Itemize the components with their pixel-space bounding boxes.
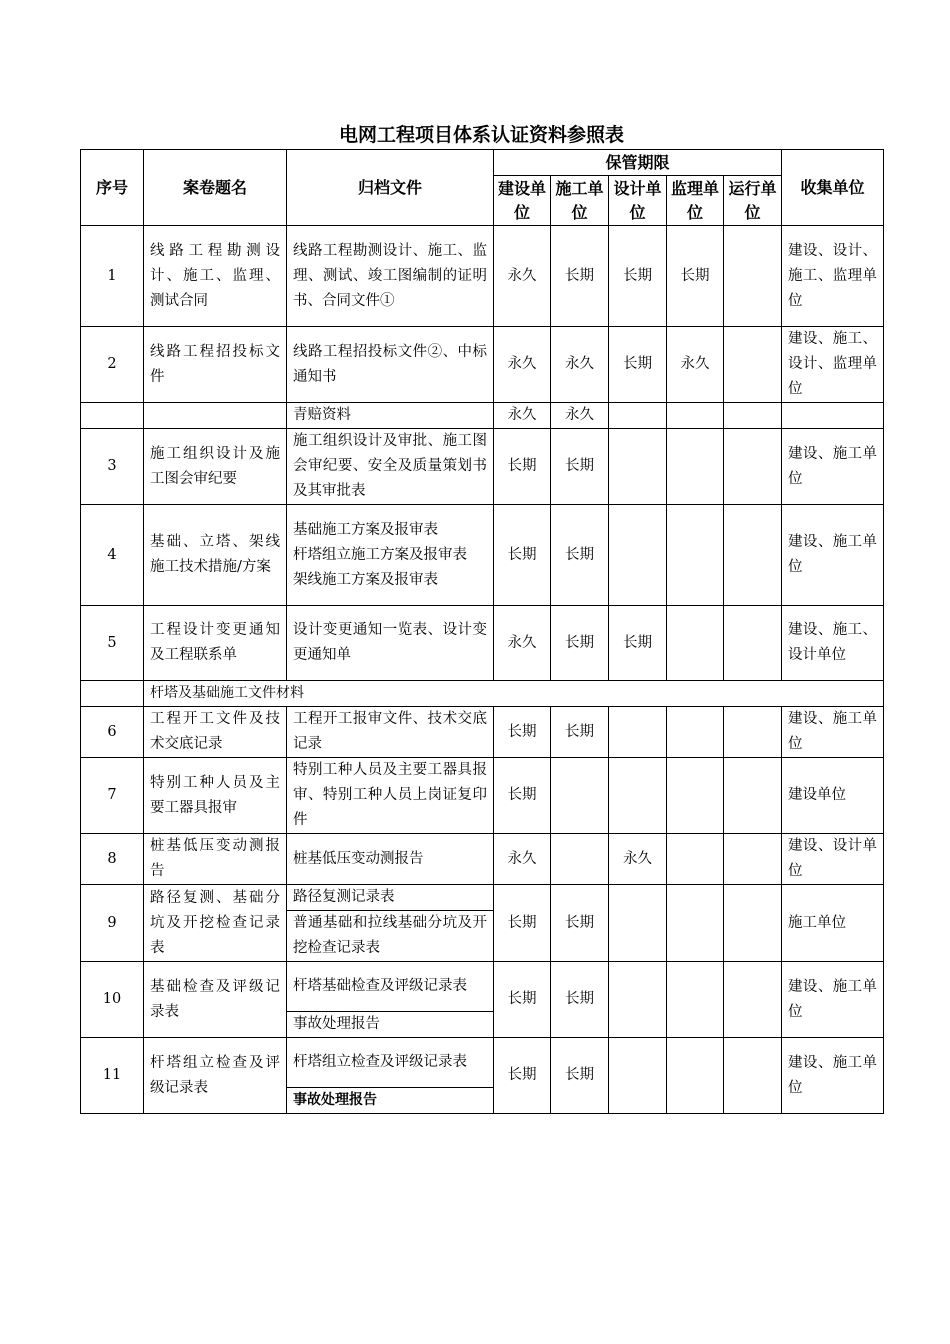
header-archive-file: 归档文件 (287, 150, 494, 226)
row-collect: 建设、施工单位 (782, 962, 884, 1038)
table-row (81, 1038, 884, 1088)
row-seq: 4 (81, 505, 144, 606)
section-spacer (81, 681, 144, 707)
row-title: 桩基低压变动测报告 (144, 834, 287, 885)
page-title: 电网工程项目体系认证资料参照表 (338, 124, 624, 146)
ret-construction: 长期 (494, 962, 551, 1038)
row-title: 线路工程招投标文件 (144, 327, 287, 403)
table-row (81, 327, 884, 403)
ret-construction: 长期 (494, 429, 551, 505)
row-title: 施工组织设计及施工图会审纪要 (144, 429, 287, 505)
ret-design: 长期 (609, 327, 667, 403)
ret-construction: 永久 (494, 606, 551, 681)
row-title (144, 403, 287, 429)
row-file: 线路工程招投标文件②、中标通知书 (287, 327, 494, 403)
ret-operation (724, 505, 782, 606)
ret-design (609, 1038, 667, 1114)
ret-builder: 长期 (551, 606, 609, 681)
ret-supervision (667, 758, 724, 834)
ret-supervision (667, 429, 724, 505)
ret-builder: 长期 (551, 226, 609, 327)
row-collect: 建设、施工单位 (782, 505, 884, 606)
ret-supervision (667, 962, 724, 1038)
ret-construction: 长期 (494, 885, 551, 962)
ret-design (609, 505, 667, 606)
row-file: 施工组织设计及审批、施工图会审纪要、安全及质量策划书及其审批表 (287, 429, 494, 505)
ret-operation (724, 707, 782, 758)
table-row (81, 226, 884, 327)
ret-construction: 长期 (494, 758, 551, 834)
ret-supervision (667, 834, 724, 885)
section-title: 杆塔及基础施工文件材料 (144, 681, 884, 707)
table-row (81, 758, 884, 834)
header-unit-design: 设计单位 (609, 176, 667, 226)
section-row (81, 681, 884, 707)
header-unit-builder: 施工单位 (551, 176, 609, 226)
header-collect: 收集单位 (782, 150, 884, 226)
row-collect: 建设、设计单位 (782, 834, 884, 885)
ret-operation (724, 403, 782, 429)
ret-operation (724, 962, 782, 1038)
row-seq: 7 (81, 758, 144, 834)
row-title: 杆塔组立检查及评级记录表 (144, 1038, 287, 1114)
file-line: 基础施工方案及报审表 (293, 521, 438, 538)
row-file: 线路工程勘测设计、施工、监理、测试、竣工图编制的证明书、合同文件① (287, 226, 494, 327)
ret-supervision: 永久 (667, 327, 724, 403)
row-seq: 9 (81, 885, 144, 962)
row-seq: 6 (81, 707, 144, 758)
ret-operation (724, 834, 782, 885)
ret-construction: 永久 (494, 834, 551, 885)
reference-table (80, 149, 884, 1114)
row-seq: 11 (81, 1038, 144, 1114)
ret-construction: 长期 (494, 707, 551, 758)
row-collect (782, 403, 884, 429)
ret-supervision (667, 885, 724, 962)
header-unit-supervision: 监理单位 (667, 176, 724, 226)
ret-operation (724, 327, 782, 403)
ret-operation (724, 758, 782, 834)
ret-builder: 永久 (551, 327, 609, 403)
row-file: 路径复测记录表 (287, 885, 494, 911)
ret-design (609, 429, 667, 505)
ret-builder: 长期 (551, 707, 609, 758)
ret-design (609, 403, 667, 429)
row-file: 事故处理报告 (287, 1088, 494, 1114)
ret-builder (551, 758, 609, 834)
row-title: 工程设计变更通知及工程联系单 (144, 606, 287, 681)
row-title: 路径复测、基础分坑及开挖检查记录表 (144, 885, 287, 962)
table-row (81, 606, 884, 681)
row-file (287, 505, 494, 606)
ret-operation (724, 226, 782, 327)
table-row (81, 429, 884, 505)
ret-builder: 长期 (551, 885, 609, 962)
row-title: 基础检查及评级记录表 (144, 962, 287, 1038)
ret-design (609, 962, 667, 1038)
ret-builder: 长期 (551, 1038, 609, 1114)
ret-supervision: 长期 (667, 226, 724, 327)
ret-design: 长期 (609, 226, 667, 327)
ret-supervision (667, 505, 724, 606)
row-file: 杆塔组立检查及评级记录表 (287, 1038, 494, 1088)
ret-construction: 永久 (494, 226, 551, 327)
ret-operation (724, 606, 782, 681)
file-line: 杆塔组立施工方案及报审表 (293, 546, 467, 563)
row-file: 普通基础和拉线基础分坑及开挖检查记录表 (287, 911, 494, 962)
row-title: 工程开工文件及技术交底记录 (144, 707, 287, 758)
row-seq: 8 (81, 834, 144, 885)
ret-design (609, 885, 667, 962)
row-seq: 5 (81, 606, 144, 681)
row-title: 特别工种人员及主要工器具报审 (144, 758, 287, 834)
row-collect: 建设、施工、设计、监理单位 (782, 327, 884, 403)
ret-builder: 长期 (551, 962, 609, 1038)
ret-builder: 长期 (551, 505, 609, 606)
table-row (81, 962, 884, 1012)
table-row (81, 707, 884, 758)
ret-design (609, 758, 667, 834)
row-title: 线路工程勘测设计、施工、监理、测试合同 (144, 226, 287, 327)
ret-supervision (667, 606, 724, 681)
ret-builder (551, 834, 609, 885)
table-row (81, 885, 884, 911)
ret-design (609, 707, 667, 758)
ret-builder: 永久 (551, 403, 609, 429)
ret-supervision (667, 707, 724, 758)
header-retention: 保管期限 (494, 150, 782, 176)
ret-operation (724, 885, 782, 962)
table-row (81, 505, 884, 606)
row-file: 事故处理报告 (287, 1012, 494, 1038)
row-seq: 2 (81, 327, 144, 403)
header-unit-construction: 建设单位 (494, 176, 551, 226)
header-case-title: 案卷题名 (144, 150, 287, 226)
header-seq: 序号 (81, 150, 144, 226)
row-collect: 建设、施工单位 (782, 707, 884, 758)
ret-design: 长期 (609, 606, 667, 681)
row-title: 基础、立塔、架线施工技术措施/方案 (144, 505, 287, 606)
ret-builder: 长期 (551, 429, 609, 505)
row-file: 特别工种人员及主要工器具报审、特别工种人员上岗证复印件 (287, 758, 494, 834)
row-collect: 建设、施工单位 (782, 1038, 884, 1114)
row-collect: 建设、施工、设计单位 (782, 606, 884, 681)
row-collect: 建设、施工单位 (782, 429, 884, 505)
table-row (81, 834, 884, 885)
ret-design: 永久 (609, 834, 667, 885)
ret-operation (724, 429, 782, 505)
ret-construction: 长期 (494, 1038, 551, 1114)
row-seq (81, 403, 144, 429)
row-seq: 10 (81, 962, 144, 1038)
header-unit-operation: 运行单位 (724, 176, 782, 226)
row-collect: 建设单位 (782, 758, 884, 834)
row-file: 杆塔基础检查及评级记录表 (287, 962, 494, 1012)
ret-supervision (667, 403, 724, 429)
row-file: 工程开工报审文件、技术交底记录 (287, 707, 494, 758)
row-collect: 建设、设计、施工、监理单位 (782, 226, 884, 327)
ret-supervision (667, 1038, 724, 1114)
row-seq: 1 (81, 226, 144, 327)
file-line: 架线施工方案及报审表 (293, 571, 438, 588)
row-file: 桩基低压变动测报告 (287, 834, 494, 885)
ret-operation (724, 1038, 782, 1114)
ret-construction: 永久 (494, 403, 551, 429)
table-row (81, 403, 884, 429)
row-seq: 3 (81, 429, 144, 505)
row-file: 设计变更通知一览表、设计变更通知单 (287, 606, 494, 681)
row-collect: 施工单位 (782, 885, 884, 962)
row-file: 青赔资料 (287, 403, 494, 429)
ret-construction: 长期 (494, 505, 551, 606)
ret-construction: 永久 (494, 327, 551, 403)
